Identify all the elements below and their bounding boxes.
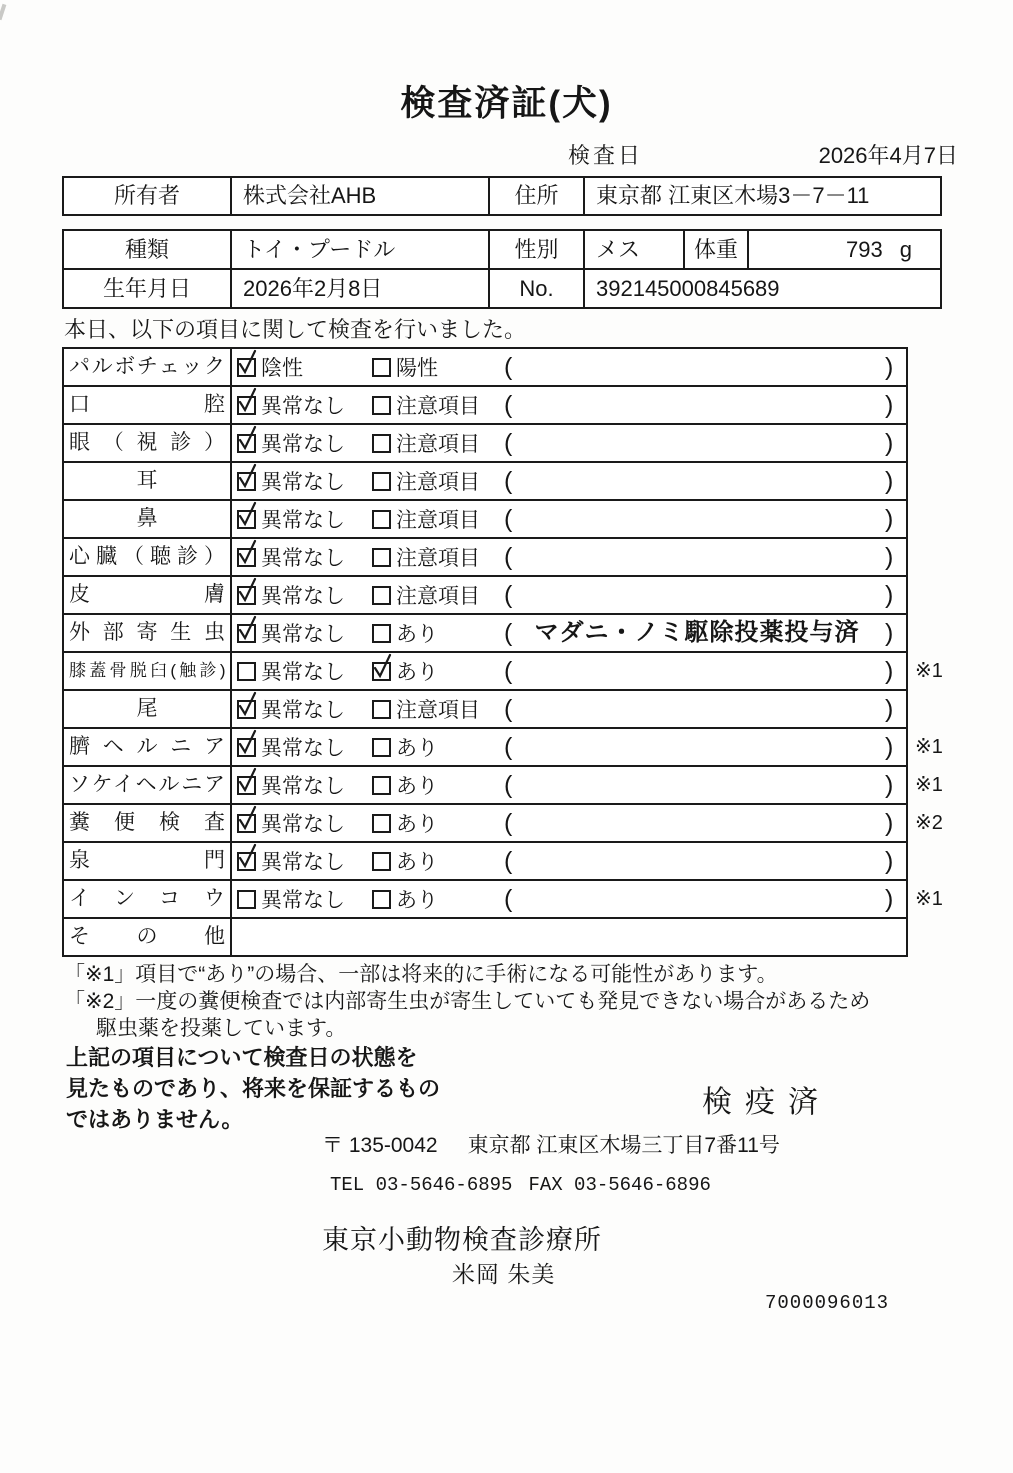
pet-info-row-2 [64,268,940,307]
clinic-fax: FAX 03-5646-6896 [528,1174,711,1196]
checkbox-no-abnormality[interactable] [237,472,256,491]
intro-sentence: 本日、以下の項目に関して検査を行いました。 [64,317,527,342]
checkbox-present[interactable] [372,814,391,833]
checkbox-no-abnormality[interactable] [237,776,256,795]
checkbox-present[interactable] [372,662,391,681]
checklist-row-patella: 膝蓋骨脱臼(触診) 異常なし あり ( ) ※1 [64,651,906,689]
paren-open: ( [504,885,513,913]
checklist-item-label: その他 [64,919,232,955]
sex-value: メス [583,231,683,268]
weight-unit: g [899,237,912,262]
quarantine-stamp: 検疫済 [702,1086,831,1119]
paren-open: ( [504,581,513,609]
checkbox-caution[interactable] [372,586,391,605]
checkbox-no-abnormality[interactable] [237,662,256,681]
checklist-row-inguinal-hernia: ソケイヘルニア 異常なし あり ( ) ※1 [64,765,906,803]
birthdate-value: 2026年2月8日 [230,270,488,307]
checklist-row-cryptorchidism: インコウ 異常なし あり ( ) ※1 [64,879,906,917]
checkbox-no-abnormality[interactable] [237,738,256,757]
weight-value: 793 [846,237,883,262]
paren-close: ) [885,581,894,609]
footnote-1: 「※1」項目で“あり”の場合、一部は将来的に手術になる可能性があります。 [64,963,778,986]
footnote-2-line1: 「※2」一度の糞便検査では内部寄生虫が寄生していても発見できない場合があるため [64,990,871,1013]
checkbox-no-abnormality[interactable] [237,548,256,567]
checkbox-positive[interactable] [372,358,391,377]
checklist-item-label: 心臓（聴診） [64,539,232,575]
checkbox-present[interactable] [372,776,391,795]
checkbox-no-abnormality[interactable] [237,396,256,415]
row-footnote-mark: ※1 [915,660,943,682]
checklist-row-parvo: パルボチェック 陰性 陽性 ( ) [64,349,906,385]
row-footnote-mark: ※1 [915,736,943,758]
checkbox-present[interactable] [372,852,391,871]
checkbox-no-abnormality[interactable] [237,852,256,871]
birthdate-label: 生年月日 [102,276,191,301]
checklist-item-label: 外部寄生虫 [64,615,232,651]
row-footnote-mark: ※2 [915,812,943,834]
checkbox-negative[interactable] [237,358,256,377]
scan-artifact [0,4,6,20]
checklist-item-label: パルボチェック [64,349,232,385]
weight-label: 体重 [683,231,747,268]
checklist-row-fontanelle: 泉門 異常なし あり ( ) [64,841,906,879]
checkbox-caution[interactable] [372,396,391,415]
paren-close: ) [885,391,894,419]
checkbox-no-abnormality[interactable] [237,510,256,529]
paren-open: ( [504,505,513,533]
disclaimer-line2: 見たものであり、将来を保証するもの [66,1076,441,1101]
checklist-item-label: 膝蓋骨脱臼(触診) [64,653,232,689]
paren-close: ) [885,429,894,457]
row-footnote-mark: ※1 [915,888,943,910]
clinic-address-line [322,1129,780,1159]
paren-close: ) [885,619,894,647]
paren-close: ) [885,847,894,875]
checklist-item-label: 鼻 [64,501,232,537]
breed-label: 種類 [124,237,169,262]
postal-code: 〒 135-0042 [322,1134,438,1157]
checklist-item-label: インコウ [64,881,232,917]
checklist-item-label: 皮膚 [64,577,232,613]
paren-open: ( [504,429,513,457]
page-title: 検査済証(犬) [400,84,613,123]
checklist-item-label: ソケイヘルニア [64,767,232,803]
checklist-row-nose: 鼻 異常なし 注意項目 ( ) [64,499,906,537]
checklist-item-label: 眼（視診） [64,425,232,461]
number-value: 392145000845689 [583,270,940,307]
paren-close: ) [885,771,894,799]
sex-label: 性別 [488,231,583,268]
paren-open: ( [504,353,513,381]
paren-close: ) [885,733,894,761]
checkbox-no-abnormality[interactable] [237,586,256,605]
paren-open: ( [504,733,513,761]
checklist-item-label: 糞便検査 [64,805,232,841]
checkbox-present[interactable] [372,624,391,643]
owner-table [62,176,942,216]
checklist-row-eyes: 眼（視診） 異常なし 注意項目 ( ) [64,423,906,461]
clinic-phone-line [330,1174,711,1196]
clinic-name: 東京小動物検査診療所 [322,1225,602,1255]
weight-cell [747,231,940,268]
disclaimer [66,1042,440,1135]
checklist-row-skin: 皮膚 異常なし 注意項目 ( ) [64,575,906,613]
remark-text: マダニ・ノミ駆除投薬投与済 [534,619,860,646]
paren-open: ( [504,391,513,419]
pet-info-table [62,229,942,309]
paren-open: ( [504,543,513,571]
owner-label: 所有者 [113,183,180,208]
paren-open: ( [504,467,513,495]
paren-close: ) [885,809,894,837]
paren-close: ) [885,695,894,723]
checkbox-no-abnormality[interactable] [237,434,256,453]
serial-number: 7000096013 [765,1292,890,1314]
checkbox-caution[interactable] [372,434,391,453]
checkbox-no-abnormality[interactable] [237,624,256,643]
veterinarian-name: 米岡 朱美 [452,1261,556,1287]
clinic-tel: TEL 03-5646-6895 [330,1174,513,1196]
checklist-row-tail: 尾 異常なし 注意項目 ( ) [64,689,906,727]
checkbox-no-abnormality[interactable] [237,814,256,833]
checkbox-no-abnormality[interactable] [237,700,256,719]
checkbox-caution[interactable] [372,472,391,491]
checklist-table [62,347,943,957]
checklist-row-other [64,917,906,955]
breed-value: トイ・プードル [230,231,488,268]
checkbox-present[interactable] [372,738,391,757]
paren-open: ( [504,809,513,837]
checklist-row-umbilical-hernia: 臍ヘルニア 異常なし あり ( ) ※1 [64,727,906,765]
pet-info-row-1 [64,231,940,268]
checklist-row-heart: 心臓（聴診） 異常なし 注意項目 ( ) [64,537,906,575]
checklist-item-label: 尾 [64,691,232,727]
disclaimer-line1: 上記の項目について検査日の状態を [66,1045,418,1070]
paren-open: ( [504,619,513,647]
checklist-item-label: 臍ヘルニア [64,729,232,765]
paren-open: ( [504,657,513,685]
footnote-2-line2: 駆虫薬を投薬しています。 [96,1017,347,1040]
paren-close: ) [885,657,894,685]
row-footnote-mark: ※1 [915,774,943,796]
inspection-date-value: 2026年4月7日 [818,143,958,168]
paren-close: ) [885,467,894,495]
disclaimer-line3: ではありません。 [66,1107,244,1132]
address-value: 東京都 江東区木場3－7－11 [583,178,940,214]
paren-open: ( [504,695,513,723]
paren-open: ( [504,771,513,799]
checklist-row-ears: 耳 異常なし 注意項目 ( ) [64,461,906,499]
checklist-row-fecal-exam: 糞便検査 異常なし あり ( ) ※2 [64,803,906,841]
checkbox-no-abnormality[interactable] [237,890,256,909]
paren-close: ) [885,505,894,533]
checklist-item-label: 口腔 [64,387,232,423]
checkbox-present[interactable] [372,890,391,909]
clinic-address: 東京都 江東区木場三丁目7番11号 [467,1134,780,1157]
checkbox-caution[interactable] [372,548,391,567]
paren-close: ) [885,543,894,571]
owner-value: 株式会社AHB [230,178,488,214]
checkbox-caution[interactable] [372,510,391,529]
checklist-row-external-parasites: 外部寄生虫 異常なし あり ( マダニ・ノミ駆除投薬投与済 ) [64,613,906,651]
number-label: No. [488,270,583,307]
checklist-row-oral: 口腔 異常なし 注意項目 ( ) [64,385,906,423]
inspection-date-label: 検査日 [568,143,644,168]
checklist-item-label: 耳 [64,463,232,499]
paren-open: ( [504,847,513,875]
checklist-item-label: 泉門 [64,843,232,879]
paren-close: ) [885,885,894,913]
address-label: 住所 [488,178,583,214]
checkbox-caution[interactable] [372,700,391,719]
paren-close: ) [885,353,894,381]
